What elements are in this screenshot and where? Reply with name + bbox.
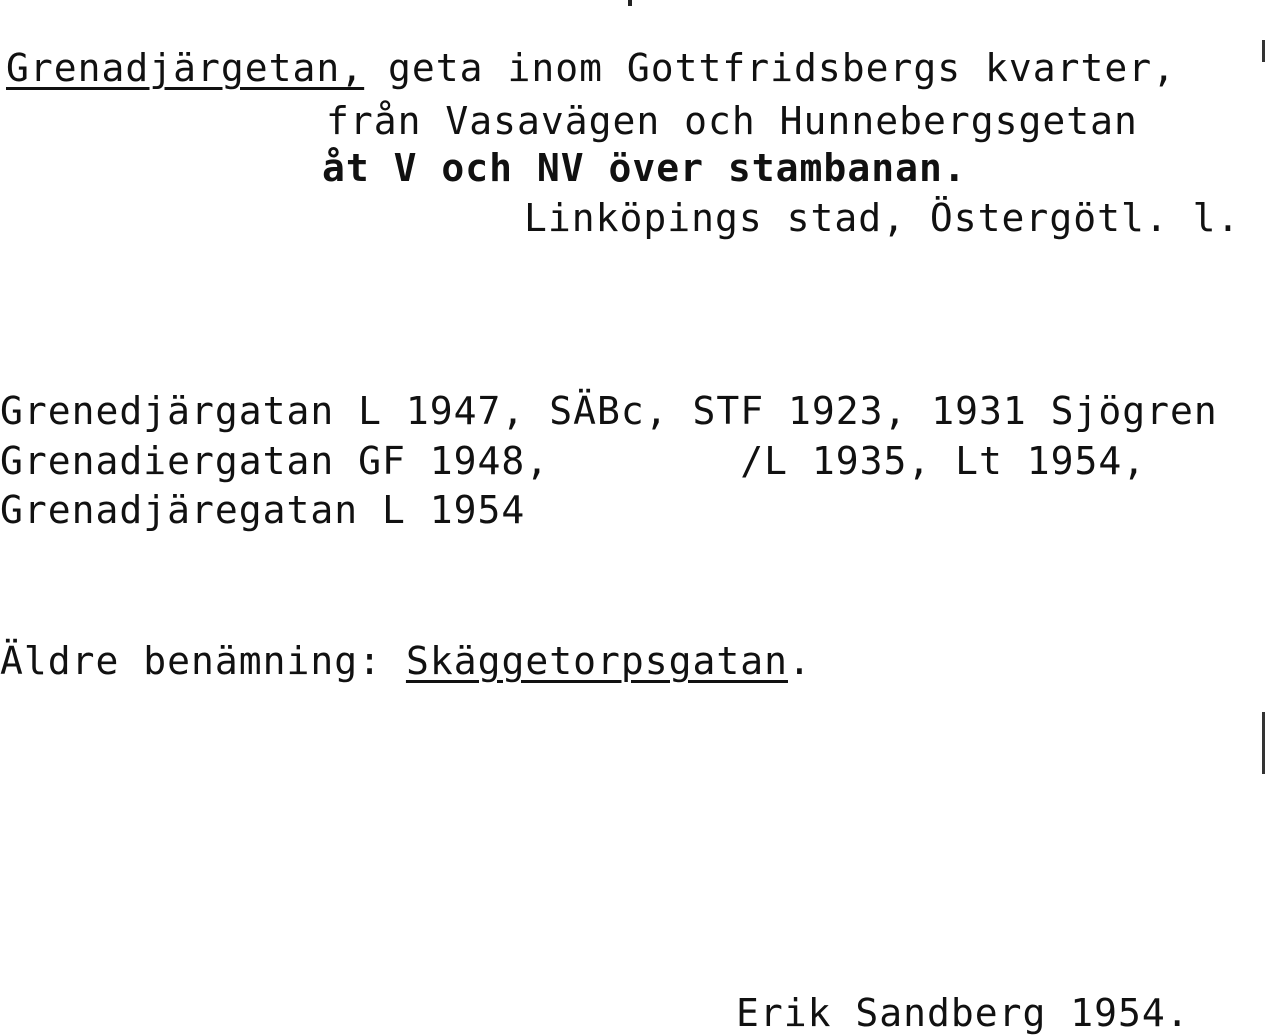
street-description: geta inom Gottfridsbergs kvarter, — [364, 46, 1177, 90]
variant-line-2: Grenadiergatan GF 1948, /L 1935, Lt 1954, — [0, 439, 1147, 483]
heading-line-3: åt V och NV över stambanan. — [322, 146, 967, 190]
signature: Erik Sandberg 1954. — [736, 991, 1190, 1035]
older-name-suffix: . — [787, 639, 812, 683]
heading-line-4: Linköpings stad, Östergötl. l. — [524, 196, 1241, 240]
right-edge-mark — [1262, 712, 1265, 774]
variant-line-3: Grenadjäregatan L 1954 — [0, 488, 526, 532]
right-edge-mark — [1262, 40, 1265, 62]
top-edge-mark — [628, 0, 632, 6]
older-name-label: Äldre benämning: — [0, 639, 406, 683]
older-name-value: Skäggetorpsgatan — [405, 639, 788, 683]
variant-line-1: Grenedjärgatan L 1947, SÄBc, STF 1923, 1931 Sjögren — [0, 389, 1218, 433]
heading-line-2: från Vasavägen och Hunnebergsgetan — [326, 99, 1138, 143]
street-name: Grenadjärgetan, — [6, 46, 365, 90]
older-name-line — [0, 641, 812, 681]
heading-line-1 — [6, 48, 1176, 88]
